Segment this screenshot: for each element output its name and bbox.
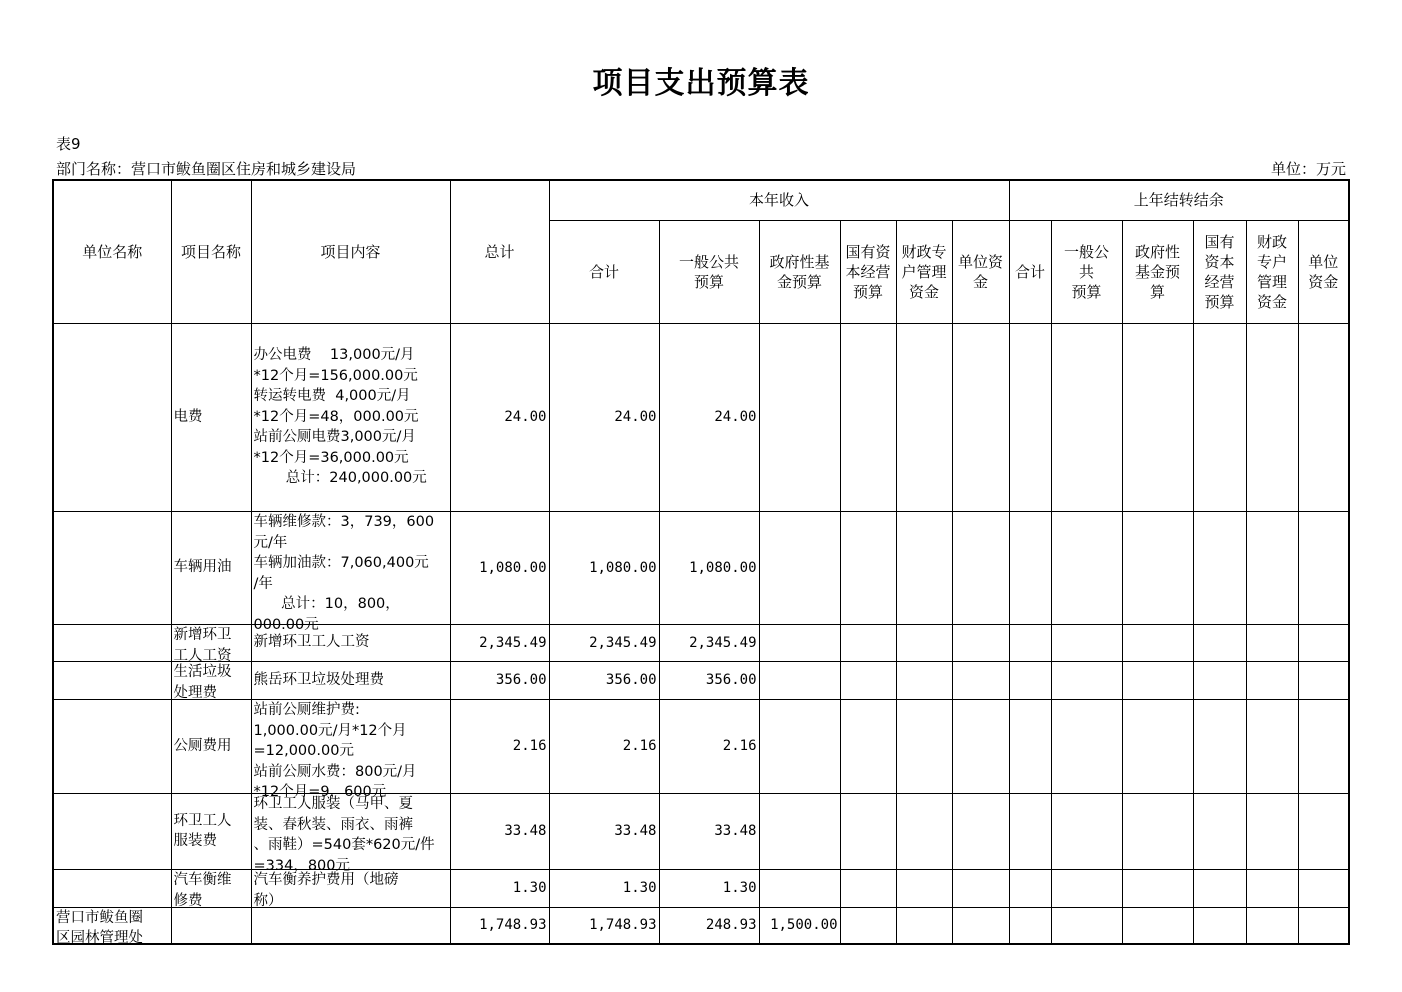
empty-cell (1122, 323, 1193, 511)
current-fund-cell (759, 661, 840, 699)
empty-cell (1193, 511, 1246, 624)
current-fund-cell (759, 624, 840, 661)
empty-cell (1246, 511, 1298, 624)
empty-cell (1009, 907, 1051, 944)
empty-cell (1298, 511, 1349, 624)
current-general-cell: 2,345.49 (659, 624, 759, 661)
unit-name-cell (53, 661, 171, 699)
current-sum-cell: 356.00 (549, 661, 659, 699)
empty-cell (896, 661, 952, 699)
total-cell: 1,748.93 (450, 907, 549, 944)
budget-table-container (52, 179, 1350, 945)
empty-cell (1122, 793, 1193, 869)
project-content-cell: 新增环卫工人工资 (251, 624, 450, 661)
header-current-income: 本年收入 (549, 180, 1009, 220)
current-fund-cell (759, 511, 840, 624)
project-name-cell (171, 907, 251, 944)
project-content-cell: 汽车衡养护费用（地磅 称） (251, 869, 450, 907)
empty-cell (952, 661, 1009, 699)
empty-cell (1009, 624, 1051, 661)
current-sum-cell: 24.00 (549, 323, 659, 511)
table-row (53, 907, 1349, 944)
empty-cell (1298, 323, 1349, 511)
empty-cell (1193, 869, 1246, 907)
budget-table (52, 179, 1350, 945)
empty-cell (1122, 907, 1193, 944)
header-prior-unit-funds: 单位 资金 (1298, 220, 1349, 323)
current-fund-cell (759, 869, 840, 907)
current-fund-cell: 1,500.00 (759, 907, 840, 944)
empty-cell (1193, 661, 1246, 699)
project-name-cell: 电费 (171, 323, 251, 511)
current-sum-cell: 1.30 (549, 869, 659, 907)
header-prior-state-capital: 国有 资本 经营 预算 (1193, 220, 1246, 323)
empty-cell (1051, 323, 1122, 511)
header-prior-carryover: 上年结转结余 (1009, 180, 1349, 220)
header-prior-general: 一般公 共 预算 (1051, 220, 1122, 323)
project-name-cell: 车辆用油 (171, 511, 251, 624)
current-sum-cell: 33.48 (549, 793, 659, 869)
header-current-state-capital: 国有资 本经营 预算 (840, 220, 896, 323)
empty-cell (896, 323, 952, 511)
unit-name-cell (53, 511, 171, 624)
project-content-cell: 办公电费 13,000元/月 *12个月=156,000.00元 转运转电费 4,000元/月 *12个月=48，000.00元 站前公厕电费3,000元/月 *12个月=36,000.00元 总计：240,000.00元 (251, 323, 450, 511)
current-general-cell: 24.00 (659, 323, 759, 511)
header-project-name: 项目名称 (171, 180, 251, 323)
empty-cell (952, 323, 1009, 511)
department-name: 部门名称：营口市鲅鱼圈区住房和城乡建设局 (56, 160, 357, 178)
empty-cell (1051, 661, 1122, 699)
total-cell: 2.16 (450, 699, 549, 793)
empty-cell (1051, 907, 1122, 944)
header-row-1 (53, 180, 1349, 220)
empty-cell (1122, 511, 1193, 624)
empty-cell (840, 907, 896, 944)
empty-cell (1298, 624, 1349, 661)
unit-name-cell (53, 323, 171, 511)
empty-cell (1051, 511, 1122, 624)
empty-cell (840, 323, 896, 511)
empty-cell (1122, 869, 1193, 907)
header-prior-sum: 合计 (1009, 220, 1051, 323)
total-cell: 2,345.49 (450, 624, 549, 661)
unit-name-cell (53, 699, 171, 793)
current-general-cell: 33.48 (659, 793, 759, 869)
total-cell: 1.30 (450, 869, 549, 907)
empty-cell (952, 624, 1009, 661)
empty-cell (1298, 699, 1349, 793)
table-row (53, 661, 1349, 699)
header-current-general: 一般公共 预算 (659, 220, 759, 323)
current-general-cell: 2.16 (659, 699, 759, 793)
project-content-cell: 熊岳环卫垃圾处理费 (251, 661, 450, 699)
page-title: 项目支出预算表 (592, 66, 810, 101)
empty-cell (1051, 793, 1122, 869)
header-unit-name: 单位名称 (53, 180, 171, 323)
header-total: 总计 (450, 180, 549, 323)
header-current-unit-funds: 单位资 金 (952, 220, 1009, 323)
empty-cell (1051, 869, 1122, 907)
table-row (53, 699, 1349, 793)
empty-cell (1122, 661, 1193, 699)
unit-name-cell (53, 793, 171, 869)
project-content-cell: 站前公厕维护费: 1,000.00元/月*12个月 =12,000.00元 站前公厕水费：800元/月 *12个月=9，600元 (251, 699, 450, 793)
empty-cell (896, 793, 952, 869)
empty-cell (840, 869, 896, 907)
empty-cell (952, 907, 1009, 944)
empty-cell (1193, 793, 1246, 869)
table-row (53, 793, 1349, 869)
total-cell: 356.00 (450, 661, 549, 699)
empty-cell (1298, 793, 1349, 869)
table-row (53, 323, 1349, 511)
unit-name-cell: 营口市鲅鱼圈 区园林管理处 (53, 907, 171, 944)
empty-cell (1009, 323, 1051, 511)
empty-cell (952, 869, 1009, 907)
empty-cell (1246, 661, 1298, 699)
project-name-cell: 新增环卫 工人工资 (171, 624, 251, 661)
empty-cell (1193, 624, 1246, 661)
total-cell: 1,080.00 (450, 511, 549, 624)
empty-cell (1051, 624, 1122, 661)
current-sum-cell: 2.16 (549, 699, 659, 793)
empty-cell (1193, 699, 1246, 793)
header-current-fund: 政府性基 金预算 (759, 220, 840, 323)
empty-cell (1009, 793, 1051, 869)
empty-cell (1246, 869, 1298, 907)
empty-cell (1298, 907, 1349, 944)
empty-cell (1009, 699, 1051, 793)
empty-cell (896, 869, 952, 907)
current-fund-cell (759, 793, 840, 869)
empty-cell (1051, 699, 1122, 793)
unit-name-cell (53, 624, 171, 661)
total-cell: 33.48 (450, 793, 549, 869)
project-name-cell: 环卫工人 服装费 (171, 793, 251, 869)
empty-cell (896, 907, 952, 944)
header-project-content: 项目内容 (251, 180, 450, 323)
current-general-cell: 248.93 (659, 907, 759, 944)
total-cell: 24.00 (450, 323, 549, 511)
empty-cell (1193, 907, 1246, 944)
unit-name-cell (53, 869, 171, 907)
header-prior-fund: 政府性 基金预 算 (1122, 220, 1193, 323)
empty-cell (1246, 323, 1298, 511)
empty-cell (1009, 511, 1051, 624)
project-content-cell: 车辆维修款：3，739，600 元/年 车辆加油款：7,060,400元 /年 总计：10，800， 000.00元 (251, 511, 450, 624)
table-row (53, 869, 1349, 907)
current-fund-cell (759, 699, 840, 793)
empty-cell (952, 699, 1009, 793)
empty-cell (840, 793, 896, 869)
empty-cell (1298, 661, 1349, 699)
project-name-cell: 汽车衡维 修费 (171, 869, 251, 907)
header-current-sum: 合计 (549, 220, 659, 323)
empty-cell (896, 624, 952, 661)
empty-cell (1298, 869, 1349, 907)
current-sum-cell: 1,748.93 (549, 907, 659, 944)
empty-cell (840, 661, 896, 699)
empty-cell (1246, 699, 1298, 793)
header-prior-special-account: 财政 专户 管理 资金 (1246, 220, 1298, 323)
current-sum-cell: 2,345.49 (549, 624, 659, 661)
empty-cell (840, 511, 896, 624)
current-general-cell: 356.00 (659, 661, 759, 699)
project-content-cell: 环卫工人服装（马甲、夏 装、春秋装、雨衣、雨裤 、雨鞋）=540套*620元/件 =334，800元 (251, 793, 450, 869)
table-row (53, 511, 1349, 624)
project-name-cell: 生活垃圾 处理费 (171, 661, 251, 699)
current-sum-cell: 1,080.00 (549, 511, 659, 624)
empty-cell (952, 511, 1009, 624)
unit-label: 单位：万元 (1270, 160, 1346, 178)
empty-cell (1122, 699, 1193, 793)
empty-cell (1122, 624, 1193, 661)
empty-cell (896, 511, 952, 624)
current-fund-cell (759, 323, 840, 511)
empty-cell (840, 699, 896, 793)
current-general-cell: 1.30 (659, 869, 759, 907)
header-current-special-account: 财政专 户管理 资金 (896, 220, 952, 323)
empty-cell (1246, 907, 1298, 944)
table-body (53, 323, 1349, 947)
current-general-cell: 1,080.00 (659, 511, 759, 624)
empty-cell (840, 624, 896, 661)
empty-cell (896, 699, 952, 793)
project-content-cell (251, 907, 450, 944)
table-row (53, 624, 1349, 661)
empty-cell (1246, 624, 1298, 661)
table-number: 表9 (56, 135, 81, 153)
project-name-cell: 公厕费用 (171, 699, 251, 793)
empty-cell (952, 793, 1009, 869)
empty-cell (1246, 793, 1298, 869)
empty-cell (1009, 661, 1051, 699)
empty-cell (1009, 869, 1051, 907)
empty-cell (1193, 323, 1246, 511)
